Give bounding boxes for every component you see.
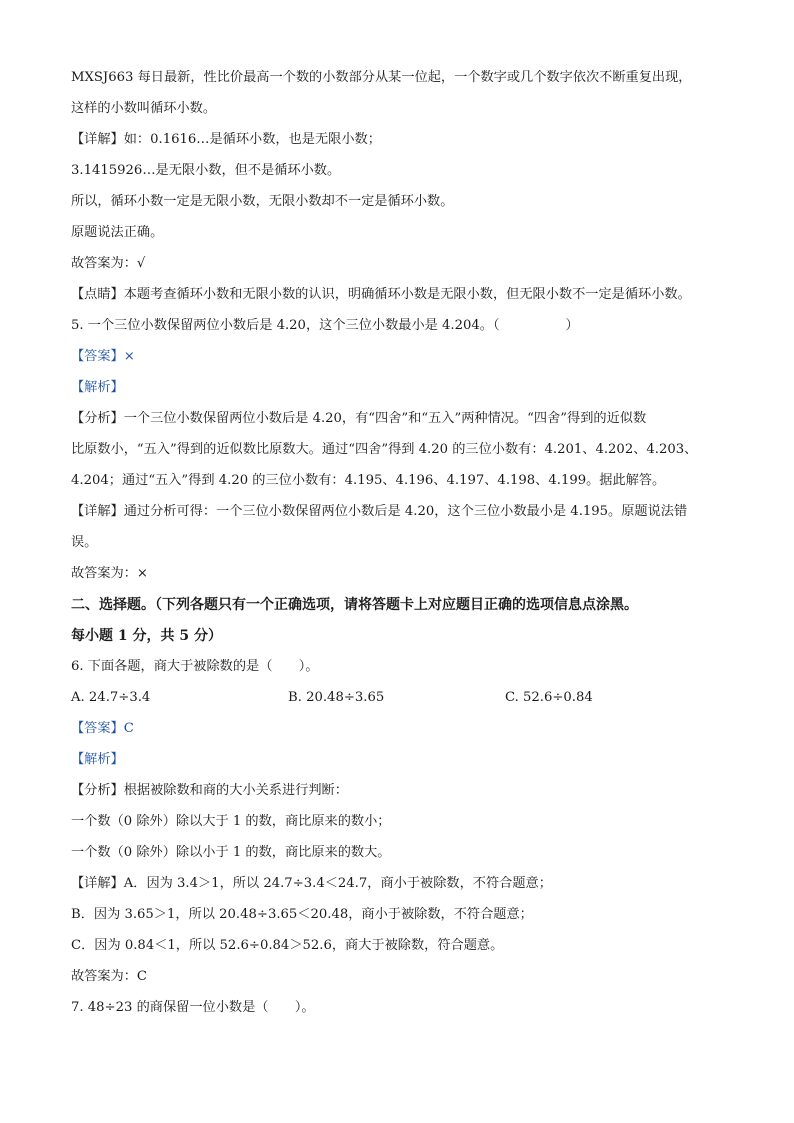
text-line: 这样的小数叫循环小数。 <box>71 101 217 116</box>
analysis-line: 【分析】一个三位小数保留两位小数后是 4.20，有“四舍”和“五入”两种情况。“四舍”得到的近似数 <box>71 411 647 426</box>
detail-line: 误。 <box>71 535 98 550</box>
detail-line: 【详解】A．因为 3.4＞1，所以 24.7÷3.4＜24.7，商小于被除数，不符合题意； <box>71 876 552 891</box>
answer-tag: 【答案】C <box>71 721 134 736</box>
option-a: A. 24.7÷3.4 <box>71 690 151 705</box>
detail-line: C．因为 0.84＜1，所以 52.6÷0.84＞52.6，商大于被除数，符合题意。 <box>71 938 504 953</box>
answer-conclusion: 故答案为：C <box>71 969 148 984</box>
question-7: 7. 48÷23 的商保留一位小数是（ ）。 <box>71 1000 315 1015</box>
text-line: 3.1415926…是无限小数，但不是循环小数。 <box>71 163 341 178</box>
analysis-tag: 【解析】 <box>71 380 124 395</box>
analysis-line: 一个数（0 除外）除以小于 1 的数，商比原来的数大。 <box>71 845 391 860</box>
analysis-line: 一个数（0 除外）除以大于 1 的数，商比原来的数小； <box>71 814 391 829</box>
section-heading: 每小题 1 分，共 5 分） <box>71 628 222 644</box>
detail-line: B．因为 3.65＞1，所以 20.48÷3.65＜20.48，商小于被除数，不符合题意； <box>71 907 533 922</box>
analysis-line: 4.204；通过“五入”得到 4.20 的三位小数有：4.195、4.196、4.197、4.198、4.199。据此解答。 <box>71 473 666 488</box>
answer-tag: 【答案】× <box>71 349 135 364</box>
section-heading: 二、选择题。（下列各题只有一个正确选项，请将答题卡上对应题目正确的选项信息点涂黑。 <box>71 597 638 613</box>
question-6: 6. 下面各题，商大于被除数的是（ ）。 <box>71 659 319 674</box>
option-c: C. 52.6÷0.84 <box>505 690 593 705</box>
text-line: 原题说法正确。 <box>71 225 164 240</box>
question-5: 5. 一个三位小数保留两位小数后是 4.20，这个三位小数最小是 4.204。（ ） <box>71 318 579 333</box>
answer-conclusion: 故答案为：√ <box>71 256 146 271</box>
analysis-line: 【分析】根据被除数和商的大小关系进行判断： <box>71 783 348 798</box>
option-b: B. 20.48÷3.65 <box>288 690 385 705</box>
detail-line: 【详解】通过分析可得：一个三位小数保留两位小数后是 4.20，这个三位小数最小是 4.195。原题说法错 <box>71 504 688 519</box>
text-line: MXSJ663 每日最新，性比价最高一个数的小数部分从某一位起，一个数字或几个数字依次不断重复出现， <box>71 70 692 85</box>
answer-conclusion: 故答案为：× <box>71 566 148 581</box>
detail-line: 【详解】如：0.1616…是循环小数，也是无限小数； <box>71 132 381 147</box>
analysis-tag: 【解析】 <box>71 752 124 767</box>
remark-line: 【点睛】本题考查循环小数和无限小数的认识，明确循环小数是无限小数，但无限小数不一定是循环小数。 <box>71 287 691 302</box>
text-line: 所以，循环小数一定是无限小数，无限小数却不一定是循环小数。 <box>71 194 454 209</box>
analysis-line: 比原数小，“五入”得到的近似数比原数大。通过“四舍”得到 4.20 的三位小数有：4.201、4.202、4.203、 <box>71 442 698 457</box>
